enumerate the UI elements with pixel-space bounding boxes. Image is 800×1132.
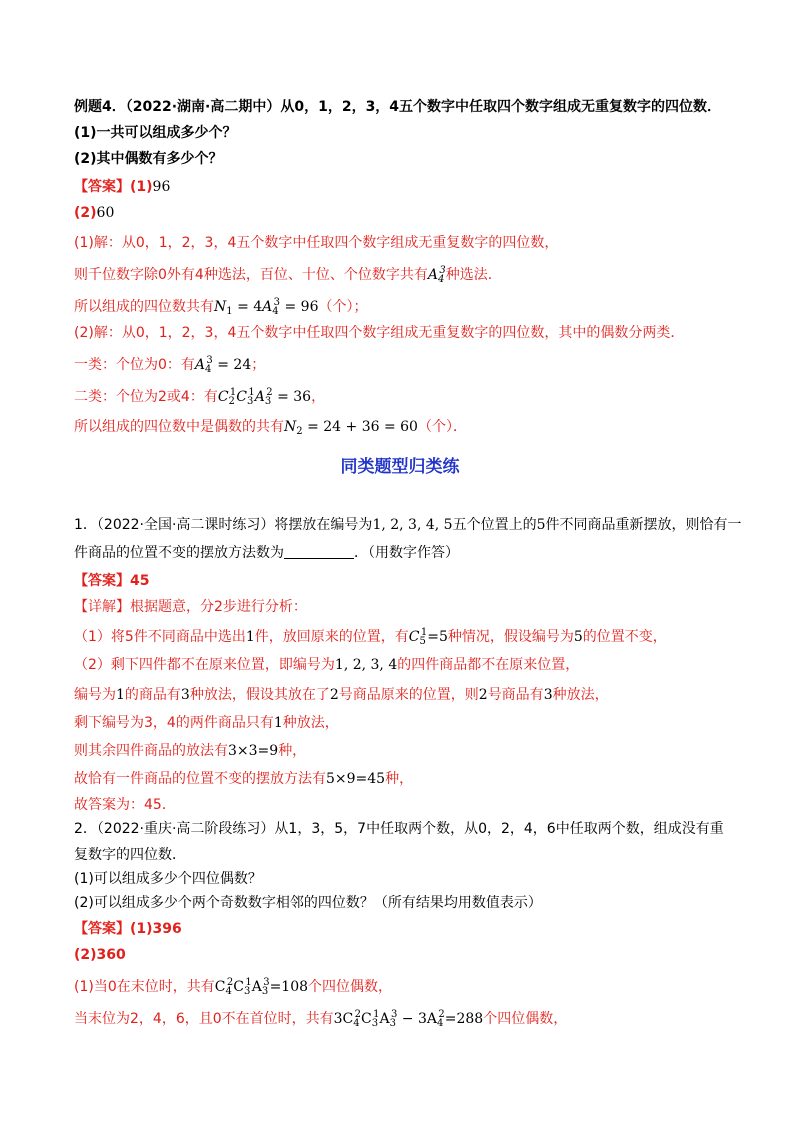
solution-text: 个四位偶数， <box>483 1011 568 1027</box>
problem-1-detail: 【详解】根据题意，分2步进行分析： <box>74 599 307 615</box>
solution-line-4: (2)解：从0，1，2，3，4五个数字中任取四个数字组成无重复数字的四位数，其中的偶数分两类． <box>74 325 685 341</box>
inline-number: 3 <box>180 687 190 703</box>
solution-text: 件，放回原来的位置，有 <box>254 629 409 645</box>
solution-text: 种放法，假设其放在了 <box>189 687 330 703</box>
inline-number: 2 <box>329 687 339 703</box>
solution-text: （1）将5件不同商品中选出 <box>74 629 246 645</box>
inline-number: 2 <box>478 687 488 703</box>
problem-1-step-4 <box>74 714 734 732</box>
formula-p2-1: $C_4^2C_3^1A_3^3=108$ <box>214 977 309 997</box>
solution-text: 种放法， <box>552 687 609 703</box>
solution-line-3 <box>74 294 734 321</box>
answer-blank <box>284 546 354 559</box>
answer-tag: 【答案】 <box>74 179 130 195</box>
position-numbers: 1, 2, 3, 4, 5 <box>372 517 453 533</box>
solution-text: 故恰有一件商品的位置不变的摆放方法有 <box>74 771 326 787</box>
problem-1-step-3 <box>74 686 734 704</box>
formula-class2: $C_2^1C_3^1A_3^2 = 36$ <box>217 387 312 407</box>
solution-text: 种， <box>385 771 414 787</box>
solution-text: 种情况，假设编号为 <box>447 629 574 645</box>
problem-2-question-2: (2)可以组成多少个两个奇数数字相邻的四位数？（所有结果均用数值表示） <box>74 895 542 911</box>
formula-result: =288 <box>444 1011 484 1027</box>
solution-text: 个四位偶数， <box>308 979 393 995</box>
solution-line-6 <box>74 384 734 411</box>
inline-formula: 5×9=45 <box>326 771 386 787</box>
formula-class1: $A_4^3 = 24$ <box>194 355 252 375</box>
solution-text: 所以组成的四位数中是偶数的共有 <box>74 419 284 435</box>
solution-text: (1)当0在末位时，共有 <box>74 979 215 995</box>
answer-2-prefix: (2) <box>74 205 97 221</box>
solution-line-1: (1)解：从0，1，2，3，4五个数字中任取四个数字组成无重复数字的四位数， <box>74 235 559 251</box>
solution-text: ， <box>311 389 326 405</box>
problem-2-step-1 <box>74 974 734 1001</box>
solution-line-5 <box>74 352 734 379</box>
formula-c51: $C_5^1=5$ <box>408 627 448 647</box>
solution-text: 的四件商品都不在原来位置， <box>397 657 580 673</box>
problem-2-line-2: 复数字的四位数． <box>74 847 186 863</box>
solution-text: 的商品有 <box>124 687 181 703</box>
answer-2-value: 60 <box>96 205 115 221</box>
problem-2-step-2 <box>74 1006 734 1033</box>
example-title: 例题4．（2022·湖南·高二期中）从0，1，2，3，4五个数字中任取四个数字组成无重复数字的四位数． <box>74 99 722 115</box>
solution-text: 则其余四件商品的放法有 <box>74 743 228 759</box>
solution-text: 当末位为2，4，6，且0不在首位时，共有 <box>74 1011 334 1027</box>
solution-line-2 <box>74 262 734 289</box>
solution-text: （个）； <box>318 299 368 315</box>
problem-1-step-1 <box>74 624 734 651</box>
problem-2-question-1: (1)可以组成多少个四位偶数？ <box>74 871 262 887</box>
problem-2-answer-2: (2)360 <box>74 947 126 963</box>
problem-text: 五个位置上的 <box>452 517 537 533</box>
problem-1-answer: 【答案】45 <box>74 573 150 589</box>
problem-text: ．（用数字作答） <box>354 545 459 561</box>
inline-number: 1 <box>273 715 283 731</box>
solution-text: 所以组成的四位数共有 <box>74 299 214 315</box>
solution-text: 则千位数字除0外有4种选法，百位、十位、个位数字共有 <box>74 267 428 283</box>
section-title: 同类题型归类练 <box>340 457 460 477</box>
problem-1-step-2 <box>74 656 734 674</box>
inline-formula: 3×3=9 <box>228 743 279 759</box>
problem-1-step-5 <box>74 742 734 760</box>
solution-text: 种选法． <box>445 267 502 283</box>
solution-text: （2）剩下四件都不在原来位置，即编号为 <box>74 657 335 673</box>
problem-1-step-6 <box>74 770 734 788</box>
answer-1-prefix: (1) <box>130 179 153 195</box>
solution-text: 编号为 <box>74 687 116 703</box>
solution-text: 种放法， <box>282 715 339 731</box>
inline-number: 1 <box>245 629 255 645</box>
formula-result: =108 <box>269 979 309 995</box>
solution-text: 一类：个位为0：有 <box>74 357 195 373</box>
solution-text: 二类：个位为2或4：有 <box>74 389 218 405</box>
example-answer-2 <box>74 204 734 222</box>
problem-2-answer-1: 【答案】(1)396 <box>74 921 182 937</box>
solution-text: ； <box>251 357 266 373</box>
example-answer-1 <box>74 178 734 196</box>
problem-1-line-2 <box>74 544 734 562</box>
inline-number: 1 <box>116 687 125 703</box>
inline-number: 1, 2, 3, 4 <box>334 657 398 673</box>
problem-1-conclusion: 故答案为：45． <box>74 797 176 813</box>
solution-text: 的位置不变， <box>582 629 667 645</box>
example-question-1: (1)一共可以组成多少个？ <box>74 125 237 141</box>
problem-number: 5 <box>536 517 546 533</box>
formula-p2-2: $3C_4^2C_3^1A_3^3 - 3A_4^2=288$ <box>333 1009 484 1029</box>
solution-text: 号商品有 <box>487 687 544 703</box>
formula-n2: $N_2 = 24 + 36 = 60$ <box>284 419 418 437</box>
formula-a43: $A_4^3$ <box>427 265 446 285</box>
answer-1-value: 96 <box>152 179 171 195</box>
problem-1-line-1 <box>74 516 742 534</box>
inline-number: 5 <box>573 629 583 645</box>
problem-text: 1．（2022·全国·高二课时练习）将摆放在编号为 <box>74 517 373 533</box>
solution-line-7 <box>74 418 734 441</box>
example-question-2: (2)其中偶数有多少个？ <box>74 151 223 167</box>
inline-number: 3 <box>543 687 553 703</box>
solution-text: （个）． <box>417 419 467 435</box>
solution-text: 种， <box>278 743 307 759</box>
problem-text: 件不同商品重新摆放，则恰有一 <box>545 517 742 533</box>
solution-text: 号商品原来的位置，则 <box>338 687 479 703</box>
problem-text: 件商品的位置不变的摆放方法数为 <box>74 545 284 561</box>
problem-2-line-1: 2．（2022·重庆·高二阶段练习）从1，3，5，7中任取两个数，从0，2，4，6中任取两个数，组成没有重 <box>74 821 724 837</box>
formula-n1: $N_1 = 4A_4^3 = 96$ <box>214 297 319 317</box>
solution-text: 剩下编号为3，4的两件商品只有 <box>74 715 274 731</box>
